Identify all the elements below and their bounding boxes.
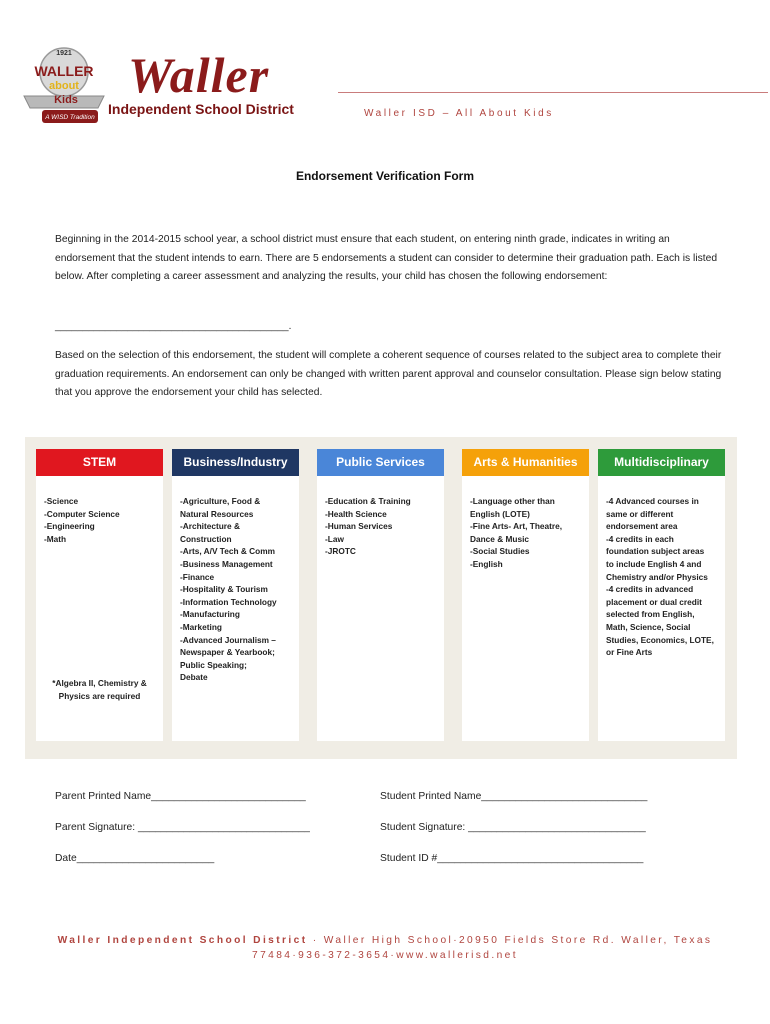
endorsement-header: Public Services [317, 449, 444, 476]
endorsement-header: Multidisciplinary [598, 449, 725, 476]
footer-street: · Waller High School·20950 Fields Store Rd. Waller, Texas [307, 935, 713, 946]
endorsement-column-business [172, 449, 299, 741]
parent-printed-name-field[interactable]: Parent Printed Name___________________________ [55, 791, 306, 802]
district-wordmark: Waller [128, 47, 270, 103]
endorsement-header: Arts & Humanities [462, 449, 589, 476]
endorsement-column-multidisciplinary [598, 449, 725, 741]
form-title: Endorsement Verification Form [295, 169, 475, 183]
logo-line1: WALLER [34, 63, 94, 79]
footer-address [0, 935, 770, 946]
endorsement-header: Business/Industry [172, 449, 299, 476]
endorsement-items: -Science -Computer Science -Engineering -Math [44, 496, 120, 544]
endorsement-items: -Education & Training -Health Science -Human Services -Law -JROTC [325, 496, 411, 557]
student-signature-field[interactable]: Student Signature: _______________________________ [380, 822, 646, 833]
endorsement-items: -Agriculture, Food & Natural Resources -Architecture & Construction -Arts, A/V Tech & Comm -Business Management -Finance -Hospitality & Tourism -Information Technology -Manufacturing -Marketing -Advanced Journalism – Newspaper & Yearbook; Public Speaking; Debate [180, 496, 277, 683]
footer-district-name: Waller Independent School District [57, 935, 308, 946]
district-logo-badge [20, 42, 108, 130]
endorsement-panel [25, 437, 737, 759]
stem-requirement-note: *Algebra II, Chemistry & Physics are required [52, 678, 147, 701]
district-name: Independent School District [108, 101, 294, 117]
endorsement-items: -4 Advanced courses in same or different endorsement area -4 credits in each foundation subject areas to include English 4 and Chemistry and/or Physics -4 credits in advanced placement or dual credit selected from English, Math, Science, Social Studies, Economics, LOTE, or Fine Arts [606, 496, 714, 658]
selection-paragraph: Based on the selection of this endorsement, the student will complete a coherent sequence of courses related to the subject area to complete their graduation requirements. An endorsement can only be changed with written parent approval and counselor consultation. Please sign below stating that you approve the endorsement your child has selected. [55, 350, 722, 399]
footer-contact: 77484·936-372-3654·www.wallerisd.net [252, 950, 518, 961]
logo-line2: about [49, 80, 79, 92]
date-field[interactable]: Date________________________ [55, 853, 215, 864]
header-divider [338, 92, 768, 93]
parent-signature-field[interactable]: Parent Signature: ______________________________ [55, 822, 310, 833]
endorsement-column-arts [462, 449, 589, 741]
logo-line3: Kids [54, 94, 78, 106]
student-id-field[interactable]: Student ID #____________________________________ [380, 853, 644, 864]
logo-ribbon: A WISD Tradition [45, 114, 95, 121]
logo-year: 1921 [56, 50, 72, 57]
endorsement-header: STEM [36, 449, 163, 476]
student-printed-name-field[interactable]: Student Printed Name_____________________________ [380, 791, 648, 802]
intro-paragraph: Beginning in the 2014-2015 school year, a school district must ensure that each student, on entering ninth grade, indicates in writing an endorsement that the student intends to earn. There are 5 endorsements a student can consider to determine their graduation path. Each is listed below. After completing a career assessment and analyzing the results, your child has chosen the following endorsement: [55, 234, 718, 283]
endorsement-column-stem [36, 449, 163, 741]
endorsement-items: -Language other than English (LOTE) -Fine Arts- Art, Theatre, Dance & Music -Social Studies -English [470, 496, 563, 569]
district-tagline: Waller ISD – All About Kids [364, 108, 554, 119]
endorsement-blank: __________________________________________. [55, 321, 292, 332]
endorsement-column-public-services [317, 449, 444, 741]
